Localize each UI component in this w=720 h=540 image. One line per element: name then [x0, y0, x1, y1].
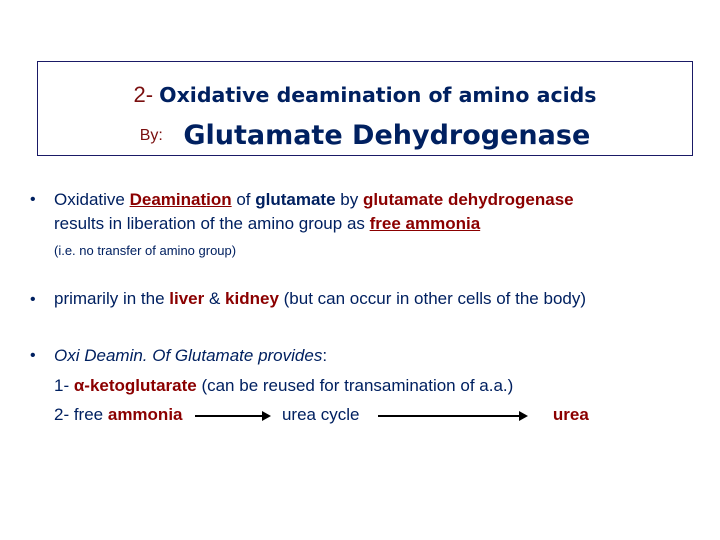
bullet-3-line-1 — [54, 345, 327, 367]
bullet-1-note: (i.e. no transfer of amino group) — [54, 243, 237, 258]
b1-glutamate: glutamate — [255, 190, 336, 209]
b1-text-1: Oxidative — [54, 190, 130, 209]
b3-urea-cycle: urea cycle — [281, 405, 360, 424]
b1-line2-text: results in liberation of the amino group as — [54, 214, 370, 233]
b1-free-ammonia: free ammonia — [369, 214, 481, 233]
b3-ammonia: ammonia — [107, 405, 183, 424]
b2-text-1: primarily in the — [54, 289, 170, 308]
title-number: 2- — [133, 82, 154, 107]
bullet-1-line-1 — [54, 189, 574, 211]
bullet-1-marker: • — [30, 191, 36, 208]
b3-item1-num: 1- — [54, 376, 74, 395]
b1-enzyme: glutamate dehydrogenase — [362, 190, 574, 209]
b3-provides: Oxi Deamin. Of Glutamate provides — [54, 346, 323, 365]
bullet-3-line-3 — [54, 404, 589, 426]
b3-urea: urea — [552, 405, 589, 424]
bullet-1-line-2 — [54, 213, 480, 235]
title-text: Oxidative deamination of amino acids — [159, 83, 597, 107]
arrow-right-icon — [195, 411, 271, 421]
b3-ketoglutarate: α-ketoglutarate — [73, 376, 197, 395]
b3-item1-rest: (can be reused for transamination of a.a.) — [196, 376, 514, 395]
title-box — [37, 61, 693, 156]
by-label: By: — [139, 126, 163, 144]
b2-liver: liver — [169, 289, 205, 308]
b2-text-5: (but can occur in other cells of the body) — [278, 289, 587, 308]
b1-deamination: Deamination — [129, 190, 232, 209]
b3-item2-num: 2- free — [54, 405, 108, 424]
enzyme-name: Glutamate Dehydrogenase — [183, 120, 591, 151]
b2-kidney: kidney — [225, 289, 279, 308]
b1-text-3: of — [231, 190, 256, 209]
subtitle — [38, 120, 692, 151]
bullet-3-line-2 — [54, 375, 513, 397]
bullet-2-line-1 — [54, 288, 586, 310]
slide-title — [38, 82, 692, 108]
bullet-3-marker: • — [30, 347, 36, 364]
b1-text-5: by — [335, 190, 363, 209]
arrow-right-icon — [378, 411, 528, 421]
b2-text-3: & — [204, 289, 226, 308]
bullet-2-marker: • — [30, 291, 36, 308]
b3-colon: : — [322, 346, 328, 365]
